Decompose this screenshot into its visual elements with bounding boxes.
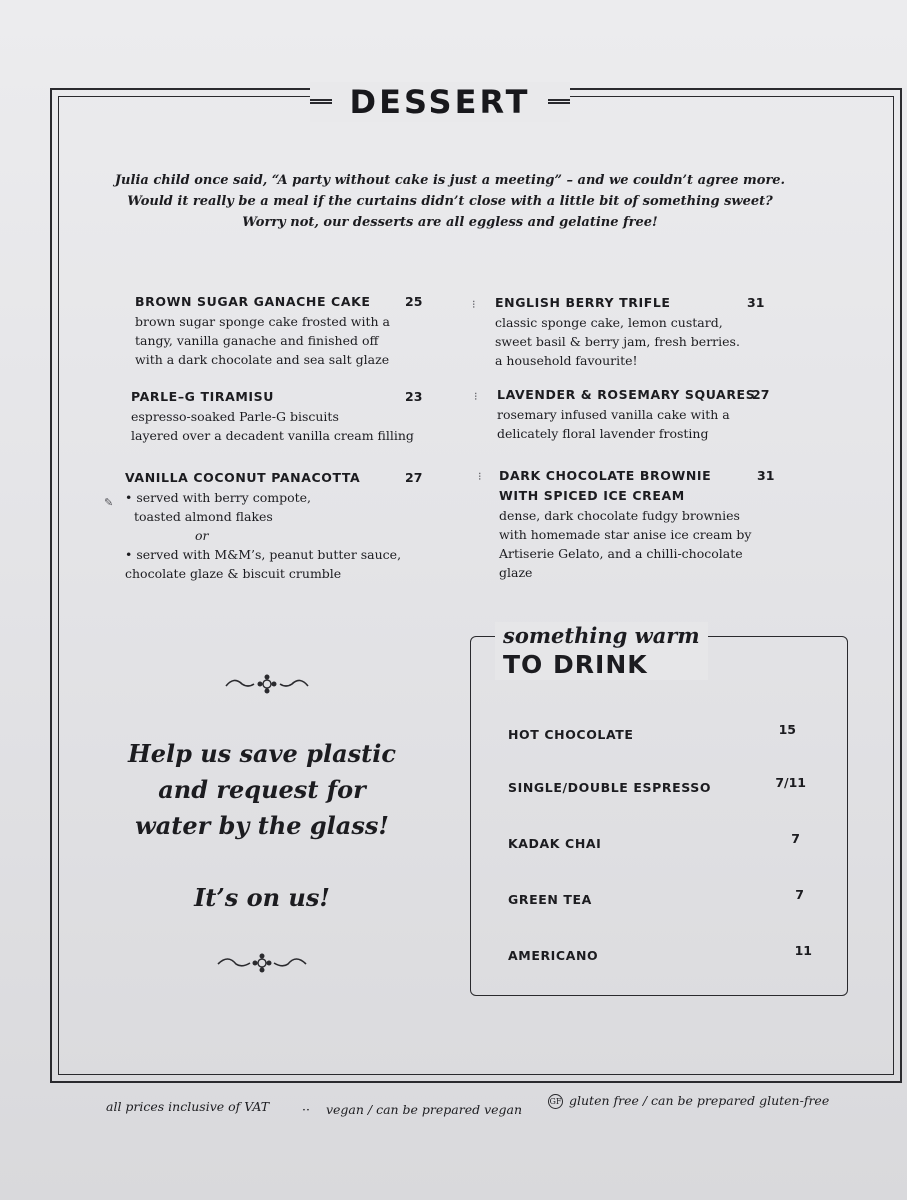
drinks-heading-bold: TO DRINK	[503, 650, 648, 679]
dessert-desc-line: tangy, vanilla ganache and finished off	[135, 333, 379, 348]
dessert-desc-line: with homemade star anise ice cream by	[499, 527, 752, 542]
title-banner	[310, 82, 570, 122]
drink-item	[508, 945, 812, 965]
drink-price: 7	[791, 831, 800, 846]
plastic-note-line-3: water by the glass!	[135, 811, 389, 840]
dessert-desc-line: Artiserie Gelato, and a chilli-chocolate glaze	[499, 546, 743, 580]
footer-gluten-legend	[548, 1092, 829, 1110]
gluten-free-icon: ⁝	[472, 298, 476, 311]
drink-name: AMERICANO	[508, 948, 599, 963]
on-us-note: It’s on us!	[194, 883, 330, 912]
dessert-lavender-rosemary-squares	[497, 385, 777, 443]
dessert-desc-line: delicately floral lavender frosting	[497, 426, 709, 441]
drink-price: 7/11	[775, 775, 806, 790]
drink-price: 15	[778, 722, 796, 737]
drink-name: SINGLE/DOUBLE ESPRESSO	[508, 780, 712, 795]
drink-item	[508, 724, 796, 744]
drink-name: KADAK CHAI	[508, 836, 602, 851]
footer-vegan-legend	[302, 1101, 522, 1119]
dessert-parle-g-tiramisu	[131, 387, 431, 445]
title-rule-right	[548, 99, 570, 104]
dessert-price: 31	[757, 468, 775, 483]
dessert-name: PARLE–G TIRAMISU	[131, 389, 274, 404]
flourish-ornament-icon	[224, 674, 310, 699]
dessert-desc-line: espresso-soaked Parle-G biscuits	[131, 409, 339, 424]
dessert-english-berry-trifle	[495, 293, 765, 370]
drinks-box	[470, 636, 848, 996]
dessert-name: DARK CHOCOLATE BROWNIE	[499, 468, 712, 483]
dessert-brown-sugar-ganache-cake	[135, 292, 425, 369]
vegan-leaf-icon: ⁝	[478, 470, 482, 483]
dessert-desc-line: a household favourite!	[495, 353, 638, 368]
dessert-option-line: toasted almond flakes	[134, 509, 273, 524]
intro-line-3: Worry not, our desserts are all eggless and gelatine free!	[242, 215, 658, 230]
dessert-price: 27	[405, 470, 423, 485]
dessert-name-line-2: WITH SPICED ICE CREAM	[499, 488, 685, 503]
drink-price: 7	[795, 887, 804, 902]
vegan-leaf-icon: ⁝	[474, 390, 478, 403]
dessert-desc-line: with a dark chocolate and sea salt glaze	[135, 352, 390, 367]
dessert-option-line: • served with M&M’s, peanut butter sauce,	[125, 547, 402, 562]
plastic-note	[112, 736, 412, 844]
intro-line-2: Would it really be a meal if the curtains didn’t close with a little bit of something sweet?	[127, 194, 773, 209]
drink-item	[508, 889, 804, 909]
drinks-heading-script: something warm	[503, 623, 700, 648]
dessert-price: 31	[747, 295, 765, 310]
page-title: DESSERT	[349, 83, 531, 121]
drink-name: GREEN TEA	[508, 892, 592, 907]
footer-gluten-text: gluten free / can be prepared gluten-free	[569, 1093, 830, 1108]
dessert-desc-line: classic sponge cake, lemon custard,	[495, 315, 723, 330]
footer-vegan-text: vegan / can be prepared vegan	[325, 1102, 523, 1117]
dessert-desc-line: dense, dark chocolate fudgy brownies	[499, 508, 740, 523]
title-rule-left	[310, 99, 332, 104]
dessert-desc-line: layered over a decadent vanilla cream filling	[131, 428, 414, 443]
dessert-vanilla-coconut-panacotta	[125, 468, 430, 583]
plastic-note-line-1: Help us save plastic	[128, 739, 396, 768]
dessert-dark-chocolate-brownie	[499, 466, 779, 582]
dessert-price: 27	[752, 387, 770, 402]
drink-item	[508, 777, 806, 797]
dessert-name: BROWN SUGAR GANACHE CAKE	[135, 294, 371, 309]
vegan-marker-icon: ··	[302, 1102, 310, 1117]
dessert-name: ENGLISH BERRY TRIFLE	[495, 295, 671, 310]
vegan-leaf-icon: ✎	[104, 496, 114, 509]
dessert-price: 25	[405, 294, 423, 309]
dessert-option-line: chocolate glaze & biscuit crumble	[125, 566, 342, 581]
drink-name: HOT CHOCOLATE	[508, 727, 634, 742]
dessert-or: or	[195, 528, 209, 543]
drink-item	[508, 833, 800, 853]
flourish-ornament-icon	[216, 952, 308, 979]
drinks-heading	[495, 622, 708, 680]
drink-price: 11	[794, 943, 812, 958]
footer-vat-note: all prices inclusive of VAT	[106, 1099, 270, 1114]
intro-quote	[110, 170, 790, 233]
dessert-name: VANILLA COCONUT PANACOTTA	[125, 470, 361, 485]
gluten-free-icon: GF	[548, 1094, 563, 1109]
dessert-name: LAVENDER & ROSEMARY SQUARES	[497, 387, 756, 402]
dessert-desc-line: brown sugar sponge cake frosted with a	[135, 314, 390, 329]
dessert-desc-line: rosemary infused vanilla cake with a	[497, 407, 730, 422]
intro-line-1: Julia child once said, “A party without cake is just a meeting” – and we couldn’t agree more.	[114, 173, 786, 188]
dessert-price: 23	[405, 389, 423, 404]
dessert-desc-line: sweet basil & berry jam, fresh berries.	[495, 334, 740, 349]
plastic-note-line-2: and request for	[158, 775, 366, 804]
dessert-option-line: • served with berry compote,	[125, 490, 311, 505]
